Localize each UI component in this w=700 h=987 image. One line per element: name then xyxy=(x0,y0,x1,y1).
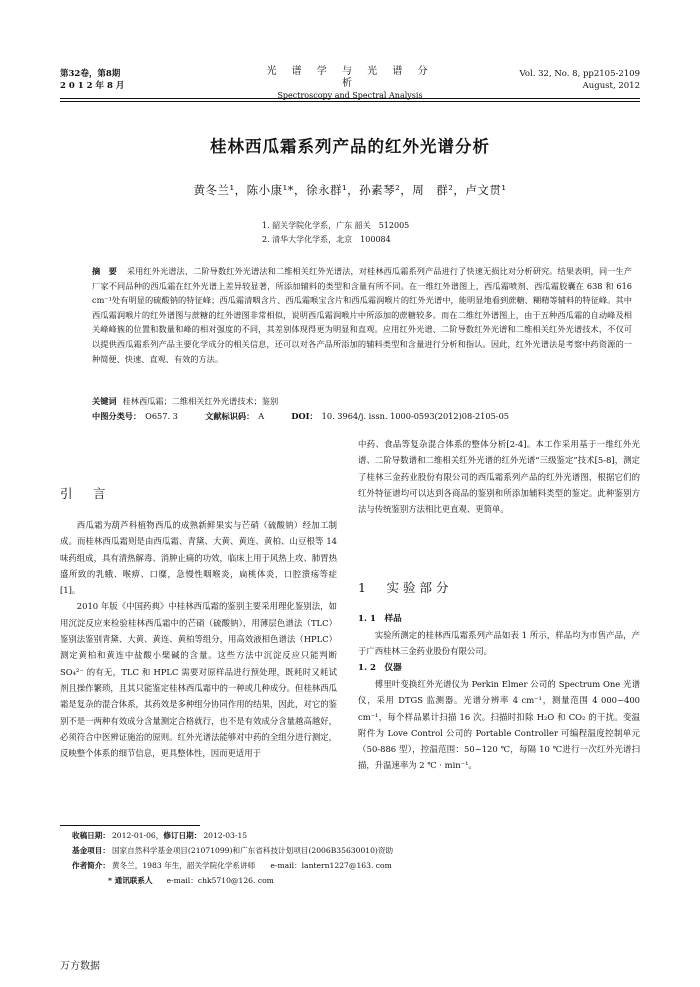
running-header xyxy=(60,66,640,100)
received-label: 收稿日期： xyxy=(72,831,110,840)
classification-line xyxy=(92,409,632,424)
instrument-text xyxy=(358,676,640,774)
article-title: 桂林西瓜霜系列产品的红外光谱分析 xyxy=(210,137,490,156)
revised-date: 2012-03-15 xyxy=(203,831,248,840)
footnote-fund xyxy=(72,844,642,857)
corresponding-email: e-mail：chk5710@126. com xyxy=(166,876,274,885)
intro-paragraph: 西瓜霜为葫芦科植物西瓜的成熟新鲜果实与芒硝（硫酸钠）经加工制成。而桂林西瓜霜则是由西瓜霜、青黛、大黄、黄连、黄柏、山豆根等 14 味药组成，具有清热解毒、消肿止痛的功效，临床上用于风热上攻、肺胃热盛所致的乳蛾、喉痹、口糜，急慢性咽喉炎，扁桃体炎，口腔溃疡等症[1]。 xyxy=(60,520,337,596)
instrument-paragraph: 傅里叶变换红外光谱仪为 Perkin Elmer 公司的 Spectrum One 光谱仪，采用 DTGS 监测器。光谱分辨率 4 cm⁻¹，测量范围 4 000~400 cm⁻¹，每个样品累计扫描 16 次。扫描时扣除 H₂O 和 CO₂ 的干扰。变温附件为 Love Control 公司的 Portable Controller 可编程温度控制单元（50-886 型），控温范围：50~120 ℃，每隔 10 ℃进行一次红外光谱扫描，升温速率为 2 ℃ · min⁻¹。 xyxy=(358,679,640,771)
volume-issue: 第32卷，第8期 xyxy=(60,69,121,79)
issue-date-en: August, 2012 xyxy=(582,81,640,91)
keywords xyxy=(92,394,632,409)
samples-paragraph: 实验所测定的桂林西瓜霜系列产品如表 1 所示，样品均为市售产品，产于广西桂林三金药业股份有限公司。 xyxy=(358,630,640,657)
issue-date-zh: 2 0 1 2 年 8 月 xyxy=(60,81,125,91)
footnote-rule xyxy=(60,825,200,826)
keywords-label: 关键词 xyxy=(92,396,117,406)
doi-label: DOI： xyxy=(291,411,318,421)
bio-text: 黄冬兰，1983 年生，韶关学院化学系讲师 e-mail：lantern1227@163. com xyxy=(111,861,392,870)
experimental-heading: 1 实验部分 xyxy=(358,580,453,595)
affiliation-2: 2. 清华大学化学系，北京 100084 xyxy=(262,235,391,244)
footnote-corresponding xyxy=(108,874,678,887)
header-rule xyxy=(60,98,640,99)
intro-continuation: 中药、食品等复杂混合体系的整体分析[2-4]。本工作采用基于一维红外光谱、二阶导数谱和二维相关红外光谱的红外光谱“三级鉴定”技术[5-8]，测定了桂林三金药业股份有限公司的西瓜霜系列产品的红外光谱图，根据它们的红外特征谱均可以达到各商品的鉴别和所添加辅料类型的鉴定。此种鉴别方法与传统鉴别方法相比更直观、更简单。 xyxy=(358,439,640,515)
abstract-label: 摘 要 xyxy=(92,266,117,276)
journal-issue xyxy=(60,68,180,92)
abstract xyxy=(92,264,632,366)
header-rule-thin xyxy=(60,101,640,102)
doc-code: A xyxy=(258,411,265,421)
journal-name-zh: 光 谱 学 与 光 谱 分 析 xyxy=(266,66,434,89)
intro-heading: 引 言 xyxy=(60,486,110,501)
volume-pages: Vol. 32, No. 8, pp2105-2109 xyxy=(519,69,640,79)
footnote-dates xyxy=(72,829,642,842)
fund-text: 国家自然科学基金项目(21071099)和广东省科技计划项目(2006B35630010)资助 xyxy=(111,846,394,855)
keywords-text: 桂林西瓜霜；二维相关红外光谱技术；鉴别 xyxy=(122,396,279,406)
bio-label: 作者简介： xyxy=(72,861,110,870)
revised-label: 修订日期： xyxy=(163,831,202,840)
journal-volume-info xyxy=(480,68,640,92)
footnote-bio xyxy=(72,859,642,872)
intro-left-column xyxy=(60,517,337,761)
clc-number: O657. 3 xyxy=(145,411,178,421)
fund-label: 基金项目： xyxy=(72,846,110,855)
instrument-subheading: 1. 2 仪器 xyxy=(358,663,402,673)
samples-text xyxy=(358,627,640,660)
samples-subheading: 1. 1 样品 xyxy=(358,614,402,624)
intro-paragraph: 2010 年版《中国药典》中桂林西瓜霜的鉴别主要采用理化鉴别法，如用沉淀反应来检验桂林西瓜霜中的芒硝（硫酸钠），用薄层色谱法（TLC）鉴别法鉴别青黛、大黄、黄连、黄柏等组分，用高效液相色谱法（HPLC）测定黄柏和黄连中盐酸小檗碱的含量。这些方法中沉淀反应只能判断 SO₄²⁻ 的有无，TLC 和 HPLC 需要对原样品进行预处理，既耗时又耗试剂且操作繁琐，且其只能鉴定桂林西瓜霜中的一种或几种成分。但桂林西瓜霜是复杂的混合体系，其药效是多种组分协同作用的结果，因此，对它的鉴别不是一两种有效成分含量测定合格就行，也不是有效成分含量越高越好，必须符合中医辨证施治的原则。红外光谱法能够对中药的全组分进行测定，反映整个体系的细节信息，更具整体性，因而更适用于 xyxy=(60,601,337,759)
abstract-text: 采用红外光谱法、二阶导数红外光谱法和二维相关红外光谱法，对桂林西瓜霜系列产品进行了快速无损比对分析研究。结果表明，同一生产厂家不同品种的西瓜霜在红外光谱上差异较显著，所添加辅料的类型和含量有所不同。在一维红外谱图上，西瓜霜喷剂、西瓜霜胶囊在 638 和 616 cm⁻¹处有明显的硫酸钠的特征峰；西瓜霜清咽含片、西瓜霜喉宝含片和西瓜霜润喉片的红外光谱中，能明显地看到蔗糖、糊精等辅料的特征峰。其中西瓜霜润喉片的红外谱图与蔗糖的红外谱图非常相似，说明西瓜霜润喉片中所添加的蔗糖较多。而在二维红外谱图上，由于五种西瓜霜的自动峰及相关峰峰簇的位置和数量和峰的相对强度的不同，其差别体现得更为明显和直观。应用红外光谱、二阶导数红外光谱和二维相关红外光谱技术，不仅可以提供西瓜霜系列产品主要化学成分的相关信息，还可以对各产品所添加的辅料类型和含量进行分析和指认。因此，红外光谱法是考察中药资源的一种简便、快速、直观、有效的方法。 xyxy=(92,266,632,364)
watermark-text: 万方数据 xyxy=(60,961,100,972)
author-list: 黄冬兰¹，陈小康¹*，徐永群¹，孙素琴²，周 群²，卢文贯¹ xyxy=(193,183,507,197)
journal-name-en: Spectroscopy and Spectral Analysis xyxy=(277,91,423,100)
affiliation-1: 1. 韶关学院化学系，广东 韶关 512005 xyxy=(262,221,410,230)
clc-label: 中图分类号： xyxy=(92,411,142,421)
doi-link[interactable]: 10. 3964/j. issn. 1000-0593(2012)08-2105-05 xyxy=(321,411,509,421)
intro-right-column xyxy=(358,436,640,517)
journal-name xyxy=(260,66,440,102)
corresponding-label: * 通讯联系人 xyxy=(108,876,153,885)
received-date: 2012-01-06， xyxy=(111,831,164,840)
doc-code-label: 文献标识码： xyxy=(205,411,255,421)
